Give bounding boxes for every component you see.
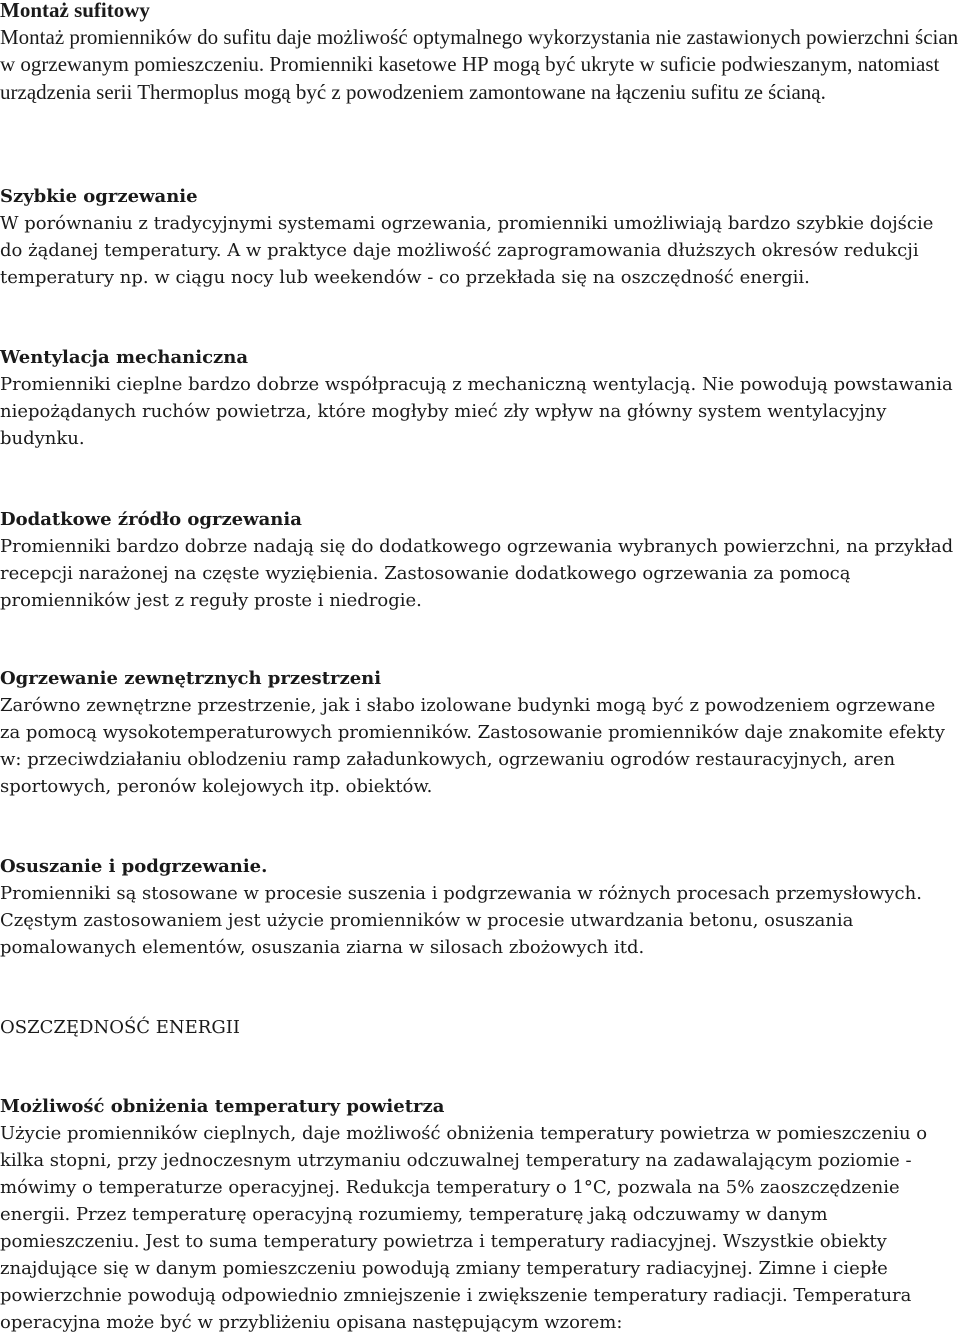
- section-body: Promienniki bardzo dobrze nadają się do dodatkowego ogrzewania wybranych powierzchni, na przykład recepcji narażonej na częste wyziębienia. Zastosowanie dodatkowego ogrzewania za pomocą promienników jest z reguły proste i niedrogie.: [0, 536, 954, 611]
- section-szybkie-ogrzewanie: [0, 183, 960, 291]
- section-heading: Dodatkowe źródło ogrzewania: [0, 509, 302, 530]
- section-obnizenie-temperatury: [0, 1093, 960, 1336]
- section-montaz-sufitowy: [0, 0, 960, 106]
- section-heading: Możliwość obniżenia temperatury powietrza: [0, 1096, 445, 1117]
- section-body: Promienniki są stosowane w procesie suszenia i podgrzewania w różnych procesach przemysłowych. Częstym zastosowaniem jest użycie promienników w procesie utwardzania betonu, osuszania pomalowanych elementów, osuszania ziarna w silosach zbożowych itd.: [0, 883, 922, 958]
- section-body: Zarówno zewnętrzne przestrzenie, jak i słabo izolowane budynki mogą być z powodzeniem ogrzewane za pomocą wysokotemperaturowych promienników. Zastosowanie promienników daje znakomite efekty w: przeciwdziałaniu oblodzeniu ramp załadunkowych, ogrzewaniu ogrodów restauracyjnych, aren sportowych, peronów kolejowych itp. obiektów.: [0, 695, 945, 797]
- section-heading: Wentylacja mechaniczna: [0, 347, 249, 368]
- section-oszczednosc-energii: [0, 1014, 960, 1041]
- section-heading: Montaż sufitowy: [0, 0, 150, 22]
- section-body: Montaż promienników do sufitu daje możliwość optymalnego wykorzystania nie zastawionych powierzchni ścian w ogrzewanym pomieszczeniu. Promienniki kasetowe HP mogą być ukryte w suficie podwieszanym, natomiast urządzenia serii Thermoplus mogą być z powodzeniem zamontowane na łączeniu sufitu ze ścianą.: [0, 25, 959, 104]
- section-body: W porównaniu z tradycyjnymi systemami ogrzewania, promienniki umożliwiają bardzo szybkie dojście do żądanej temperatury. A w praktyce daje możliwość zaprogramowania dłuższych okresów redukcji temperatury np. w ciągu nocy lub weekendów - co przekłada się na oszczędność energii.: [0, 213, 934, 288]
- section-osuszanie: [0, 853, 960, 961]
- section-ogrzewanie-zewnetrzne: [0, 665, 960, 800]
- section-body: Promienniki cieplne bardzo dobrze współpracują z mechaniczną wentylacją. Nie powodują powstawania niepożądanych ruchów powietrza, które mogłyby mieć zły wpływ na główny system wentylacyjny budynku.: [0, 374, 953, 449]
- section-heading: Osuszanie i podgrzewanie.: [0, 856, 268, 877]
- section-heading: Szybkie ogrzewanie: [0, 186, 198, 207]
- section-wentylacja-mechaniczna: [0, 344, 960, 452]
- section-heading: Ogrzewanie zewnętrznych przestrzeni: [0, 668, 382, 689]
- section-body: Użycie promienników cieplnych, daje możliwość obniżenia temperatury powietrza w pomieszczeniu o kilka stopni, przy jednoczesnym utrzymaniu odczuwalnej temperatury na zadawalającym poziomie - mówimy o temperaturze operacyjnej. Redukcja temperatury o 1°C, pozwala na 5% zaoszczędzenie energii. Przez temperaturę operacyjną rozumiemy, temperaturę jaką odczuwamy w danym pomieszczeniu. Jest to suma temperatury powietrza i temperatury radiacyjnej. Wszystkie obiekty znajdujące się w danym pomieszczeniu powodują zmiany temperatury radiacyjnej. Zimne i ciepłe powierzchnie powodują odpowiednio zmniejszenie i zwiększenie temperatury radiacji. Temperatura operacyjna może być w przybliżeniu opisana następującym wzorem:: [0, 1123, 928, 1333]
- chapter-heading: OSZCZĘDNOŚĆ ENERGII: [0, 1017, 240, 1038]
- section-dodatkowe-zrodlo: [0, 506, 960, 614]
